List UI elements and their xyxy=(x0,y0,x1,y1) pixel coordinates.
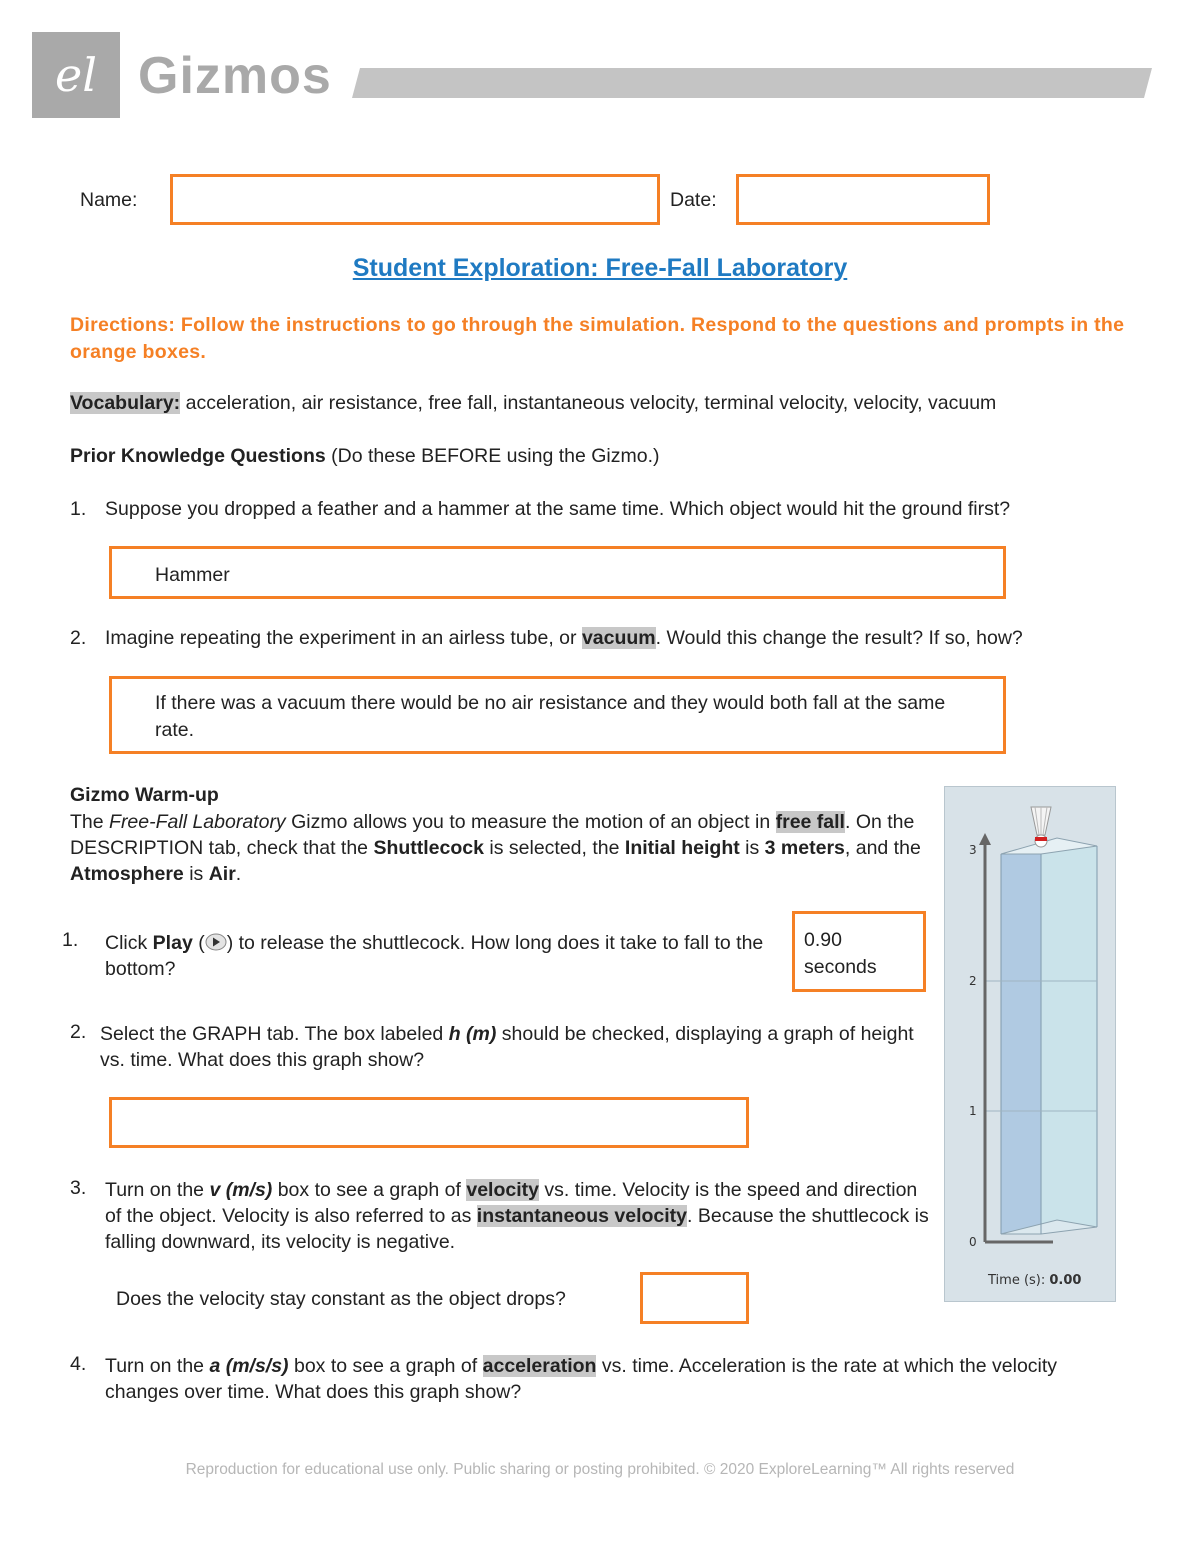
page-title: Student Exploration: Free-Fall Laboratory xyxy=(352,254,848,282)
intro-text: is xyxy=(739,837,765,859)
q3-text: . Because the shuttlecock is falling downward, its velocity is negative. xyxy=(105,1205,929,1253)
prior-q1-answer-box[interactable] xyxy=(109,546,1006,599)
intro-text: , and the xyxy=(844,837,921,859)
time-label: Time (s): xyxy=(988,1273,1050,1288)
date-input[interactable] xyxy=(736,174,990,225)
gizmo-name: Free-Fall Laboratory xyxy=(109,811,286,833)
q1-text: Click xyxy=(105,932,153,954)
prior-q2-text-after: . Would this change the result? If so, how? xyxy=(655,627,1023,649)
warmup-q1-answer-line2: seconds xyxy=(804,956,877,978)
instantaneous-velocity-term: instantaneous velocity xyxy=(476,1205,688,1227)
tick-label: 1 xyxy=(969,1104,977,1118)
warmup-q3-number: 3. xyxy=(70,1177,87,1199)
vocabulary-terms: acceleration, air resistance, free fall, instantaneous velocity, terminal velocity, velocity, vacuum xyxy=(180,392,997,414)
intro-text: is selected, the xyxy=(483,837,625,859)
prior-q1-text: Suppose you dropped a feather and a hammer at the same time. Which object would hit the ground first? xyxy=(105,498,1011,520)
atmosphere-term: Atmosphere xyxy=(70,863,184,885)
prior-knowledge-heading xyxy=(70,445,660,468)
warmup-q4-text xyxy=(105,1353,1105,1405)
q2-text: Select the GRAPH tab. The box labeled xyxy=(100,1023,449,1045)
drop-tube-illustration xyxy=(945,787,1115,1301)
warmup-q1-text xyxy=(105,930,785,982)
intro-text: . xyxy=(235,863,242,885)
v-label: v (m/s) xyxy=(209,1179,273,1201)
vocabulary-line xyxy=(70,392,1150,415)
prior-heading: Prior Knowledge Questions xyxy=(70,445,326,467)
acceleration-term: acceleration xyxy=(482,1355,597,1377)
warmup-q3-text xyxy=(105,1177,930,1255)
warmup-q3-subquestion: Does the velocity stay constant as the object drops? xyxy=(116,1288,566,1310)
vacuum-term: vacuum xyxy=(581,627,656,649)
warmup-q1-answer-box[interactable] xyxy=(792,911,926,992)
warmup-q4-number: 4. xyxy=(70,1353,87,1375)
prior-note: (Do these BEFORE using the Gizmo.) xyxy=(325,445,660,467)
intro-text: The xyxy=(70,811,110,833)
prior-q2-number: 2. xyxy=(70,627,87,649)
vocabulary-label: Vocabulary: xyxy=(70,392,181,414)
three-meters-term: 3 meters xyxy=(764,837,845,859)
prior-q1-answer: Hammer xyxy=(155,564,230,586)
simulation-screenshot xyxy=(944,786,1116,1302)
tick-label: 2 xyxy=(969,974,977,988)
warmup-q2-number: 2. xyxy=(70,1021,87,1043)
warmup-q1-number: 1. xyxy=(62,929,79,951)
intro-text: Gizmo allows you to measure the motion of an object in xyxy=(285,811,776,833)
gizmos-brand: Gizmos xyxy=(138,47,332,105)
time-readout xyxy=(988,1273,1081,1288)
tick-label: 0 xyxy=(969,1235,977,1249)
q1-text: ( xyxy=(192,932,205,954)
q3-text: vs. time. Velocity is the speed and direction of the object. Velocity is also referred to as xyxy=(105,1179,918,1227)
time-value: 0.00 xyxy=(1049,1273,1082,1288)
q4-text: box to see a graph of xyxy=(288,1355,483,1377)
warmup-heading: Gizmo Warm-up xyxy=(70,784,219,806)
prior-q2-text xyxy=(105,627,1165,650)
warmup-intro xyxy=(70,809,932,887)
intro-text: is xyxy=(183,863,209,885)
directions: Directions: Follow the instructions to go through the simulation. Respond to the questions and prompts in the orange boxes. xyxy=(70,314,1125,363)
play-icon xyxy=(205,932,227,950)
name-label: Name: xyxy=(80,189,138,211)
prior-q2-answer-box[interactable] xyxy=(109,676,1006,754)
footer-notice: Reproduction for educational use only. Public sharing or posting prohibited. © 2020 ExploreLearning™ All rights reserved xyxy=(185,1461,1015,1478)
velocity-term: velocity xyxy=(466,1179,539,1201)
warmup-q2-answer-box[interactable] xyxy=(109,1097,749,1148)
free-fall-term: free fall xyxy=(775,811,845,833)
warmup-q2-text xyxy=(100,1021,920,1073)
prior-q2-answer: If there was a vacuum there would be no air resistance and they would both fall at the same rate. xyxy=(155,692,946,741)
a-label: a (m/s/s) xyxy=(209,1355,289,1377)
q4-text: vs. time. Acceleration is the rate at which the velocity changes over time. What does this graph show? xyxy=(105,1355,1058,1403)
date-label: Date: xyxy=(670,189,717,211)
warmup-q3-answer-box[interactable] xyxy=(640,1272,749,1324)
shuttlecock-term: Shuttlecock xyxy=(373,837,484,859)
name-input[interactable] xyxy=(170,174,660,225)
tick-label: 3 xyxy=(969,843,977,857)
play-term: Play xyxy=(152,932,193,954)
h-label: h (m) xyxy=(448,1023,497,1045)
q1-text: ) to release the shuttlecock. How long does it take to fall to the bottom? xyxy=(105,932,764,980)
air-term: Air xyxy=(208,863,236,885)
q3-text: box to see a graph of xyxy=(272,1179,467,1201)
initial-height-term: Initial height xyxy=(624,837,740,859)
explorelearning-logo xyxy=(32,32,120,118)
intro-text: . On the DESCRIPTION tab, check that the xyxy=(70,811,915,859)
logo-glyph: el xyxy=(55,48,97,102)
warmup-q1-answer-line1: 0.90 xyxy=(804,929,842,951)
prior-q1-number: 1. xyxy=(70,498,87,520)
q4-text: Turn on the xyxy=(105,1355,210,1377)
q3-text: Turn on the xyxy=(105,1179,210,1201)
prior-q2-text-before: Imagine repeating the experiment in an airless tube, or xyxy=(105,627,582,649)
q2-text: should be checked, displaying a graph of height vs. time. What does this graph show? xyxy=(100,1023,914,1071)
header-bar xyxy=(352,68,1152,98)
